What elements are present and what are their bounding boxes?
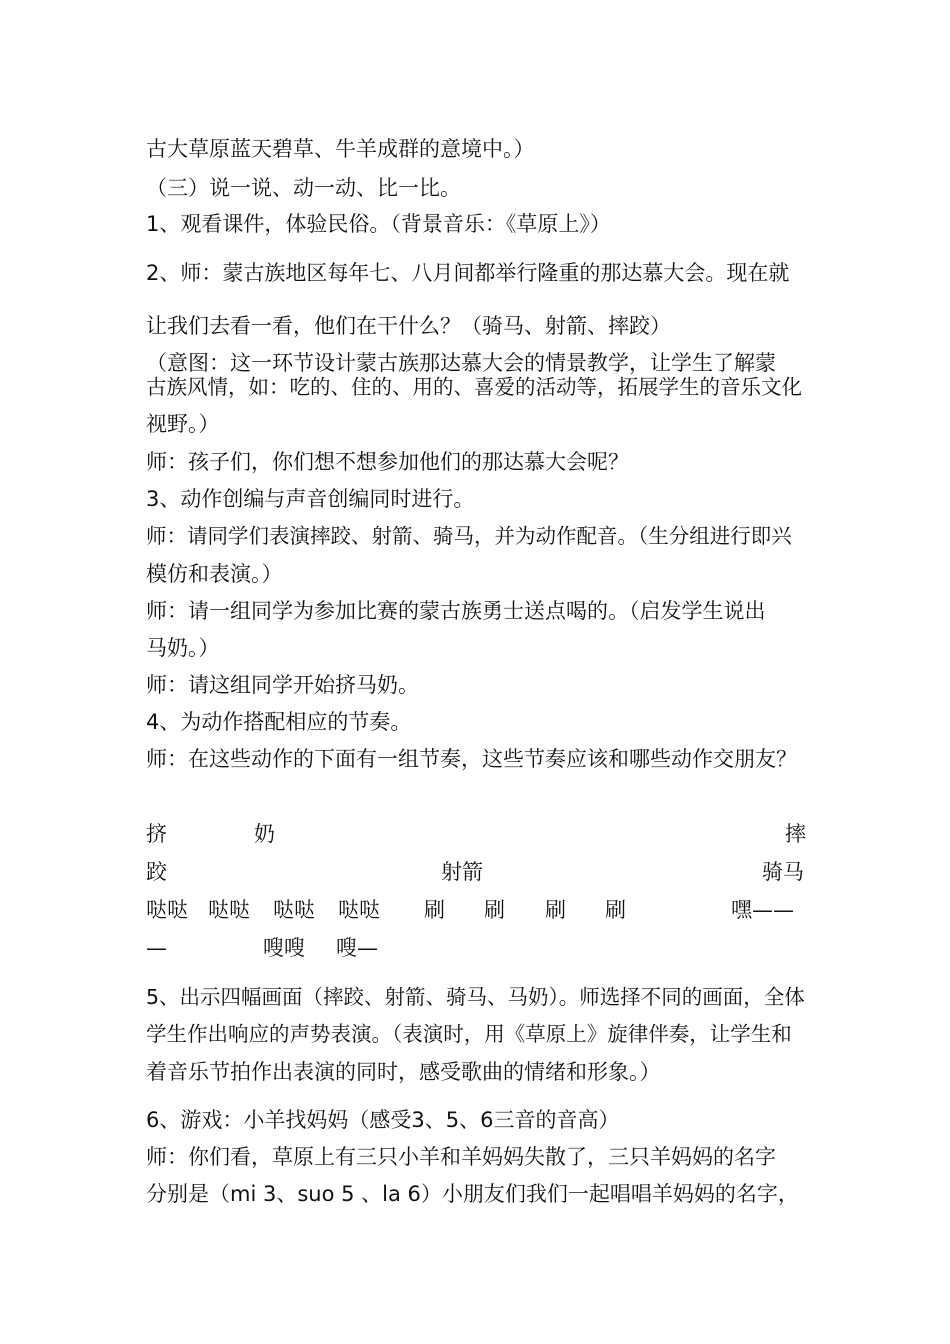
rhythm-syllable: 刷 xyxy=(545,898,566,922)
rhythm-syllable: 哒哒 xyxy=(208,898,250,922)
text-line: 师：请这组同学开始挤马奶。 xyxy=(146,673,419,697)
rhythm-syllable: 刷 xyxy=(424,898,445,922)
text-line: 视野。） xyxy=(146,412,220,436)
text-line: 师：请同学们表演摔跤、射箭、骑马，并为动作配音。（生分组进行即兴 xyxy=(146,524,792,548)
rhythm-syllable: 哒哒 xyxy=(273,898,315,922)
action-label: 射箭 xyxy=(441,860,483,884)
rhythm-syllable: 刷 xyxy=(484,898,505,922)
rhythm-syllable: 嗖— xyxy=(336,936,378,960)
text-line: 2、师：蒙古族地区每年七、八月间都举行隆重的那达慕大会。现在就 xyxy=(146,261,790,285)
text-line: 师：在这些动作的下面有一组节奏，这些节奏应该和哪些动作交朋友？ xyxy=(146,747,797,771)
text-line: 5、出示四幅画面（摔跤、射箭、骑马、马奶）。师选择不同的画面，全体 xyxy=(146,985,805,1009)
rhythm-syllable: 哒哒 xyxy=(146,898,188,922)
section-heading: （三）说一说、动一动、比一比。 xyxy=(146,176,461,200)
rhythm-syllable: 嘿—— xyxy=(731,898,794,922)
action-label: 跤 xyxy=(146,860,167,884)
action-label: 挤 xyxy=(146,822,167,846)
text-line: 分别是（mi 3、suo 5 、la 6）小朋友们我们一起唱唱羊妈妈的名字， xyxy=(146,1182,799,1206)
text-line: 古大草原蓝天碧草、牛羊成群的意境中。） xyxy=(146,137,535,161)
action-label: 摔 xyxy=(785,822,806,846)
text-line: 模仿和表演。） xyxy=(146,562,283,586)
rhythm-syllable: 哒哒 xyxy=(338,898,380,922)
text-line: 4、为动作搭配相应的节奏。 xyxy=(146,710,412,734)
text-line: 师：你们看，草原上有三只小羊和羊妈妈失散了，三只羊妈妈的名字 xyxy=(146,1145,776,1169)
text-line: 古族风情，如：吃的、住的、用的、喜爱的活动等，拓展学生的音乐文化 xyxy=(146,375,802,399)
text-line: 着音乐节拍作出表演的同时，感受歌曲的情绪和形象。） xyxy=(146,1060,661,1084)
text-line: 6、游戏：小羊找妈妈（感受3、5、6三音的音高） xyxy=(146,1108,620,1132)
text-line: 马奶。） xyxy=(146,636,220,660)
text-line: 让我们去看一看，他们在干什么？（骑马、射箭、摔跤） xyxy=(146,314,671,338)
rhythm-syllable: 刷 xyxy=(605,898,626,922)
text-line: 师：孩子们，你们想不想参加他们的那达慕大会呢？ xyxy=(146,450,629,474)
text-line: （意图：这一环节设计蒙古族那达慕大会的情景教学，让学生了解蒙 xyxy=(146,351,776,375)
action-label: 奶 xyxy=(254,822,275,846)
text-line: 1、观看课件，体验民俗。（背景音乐：《草原上》） xyxy=(146,212,611,236)
action-label: 骑马 xyxy=(762,860,804,884)
rhythm-syllable: — xyxy=(146,936,167,960)
text-line: 学生作出响应的声势表演。（表演时，用《草原上》旋律伴奏，让学生和 xyxy=(146,1022,792,1046)
text-line: 师：请一组同学为参加比赛的蒙古族勇士送点喝的。（启发学生说出 xyxy=(146,599,766,623)
rhythm-syllable: 嗖嗖 xyxy=(263,936,305,960)
text-line: 3、动作创编与声音创编同时进行。 xyxy=(146,487,475,511)
